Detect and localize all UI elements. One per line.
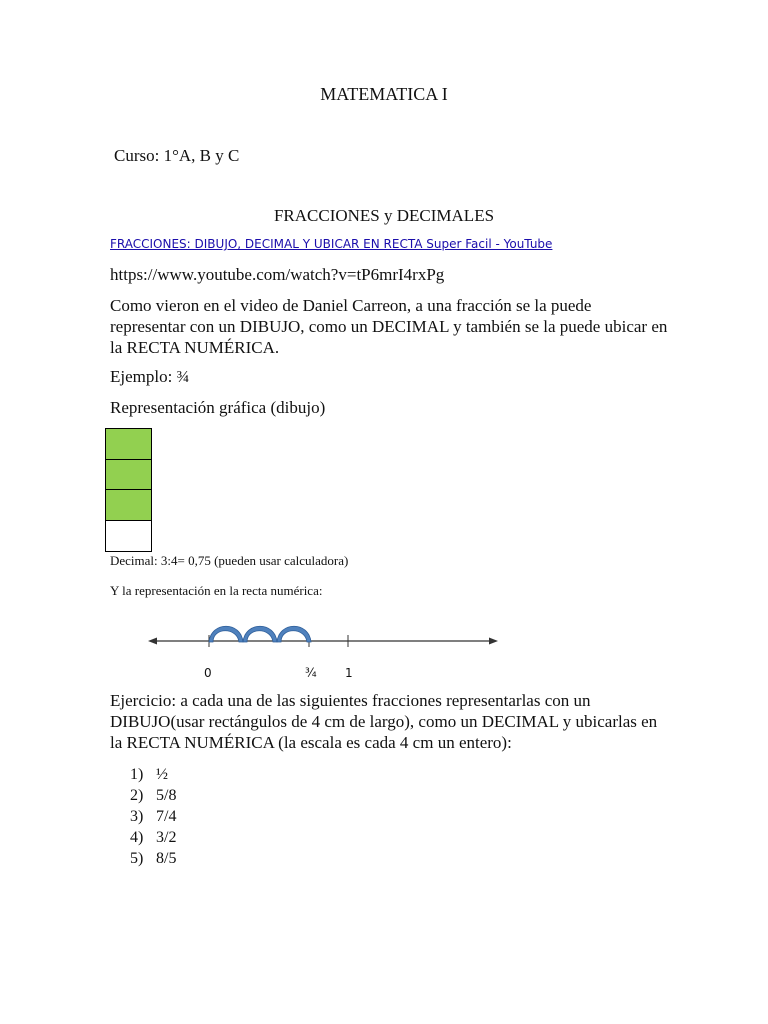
tick-label-zero: 0 (204, 666, 212, 680)
course-label: Curso: 1°A, B y C (114, 146, 240, 165)
section-title: FRACCIONES y DECIMALES (273, 206, 495, 225)
decimal-text: Decimal: 3:4= 0,75 (pueden usar calculadora) (110, 553, 349, 568)
fraction-cell-filled (106, 429, 151, 460)
list-item: 3) 7/4 (130, 808, 177, 825)
tick-label-one: 1 (345, 666, 353, 680)
list-item: 5) 8/5 (130, 850, 177, 867)
fraction-drawing (105, 428, 152, 552)
list-item: 4) 3/2 (130, 829, 177, 846)
right-arrow-icon (489, 638, 498, 645)
video-url: https://www.youtube.com/watch?v=tP6mrI4rxPg (110, 265, 445, 284)
jump-arcs (209, 626, 311, 642)
page-title: MATEMATICA I (320, 84, 448, 104)
exercise-paragraph: Ejercicio: a cada una de las siguientes fracciones representarlas con un DIBUJO(usar rectángulos de 4 cm de largo), como un DECIMAL y ubicarlas en la RECTA NUMÉRICA (la escala es cada 4 cm un entero): (110, 691, 658, 752)
intro-paragraph: Como vieron en el video de Daniel Carreon, a una fracción se la puede representar con un DIBUJO, como un DECIMAL y también se la puede ubicar en la RECTA NUMÉRICA. (110, 296, 668, 357)
example-label: Ejemplo: ¾ (110, 367, 190, 386)
jump-arc (243, 626, 277, 642)
list-item: 2) 5/8 (130, 787, 177, 804)
jump-arc (209, 626, 243, 642)
exercise-list (130, 764, 176, 869)
list-item: 1) ½ (130, 766, 168, 783)
number-line (148, 618, 500, 658)
left-arrow-icon (148, 638, 157, 645)
fraction-cell-filled (106, 460, 151, 491)
fraction-cell-empty (106, 521, 151, 552)
fraction-cell-filled (106, 490, 151, 521)
tick-label-three-quarters: ¾ (305, 666, 317, 680)
number-line-label: Y la representación en la recta numérica: (110, 583, 323, 598)
graphic-label: Representación gráfica (dibujo) (110, 398, 326, 417)
youtube-link[interactable]: FRACCIONES: DIBUJO, DECIMAL Y UBICAR EN RECTA Super Facil - YouTube (110, 237, 553, 251)
jump-arc (277, 626, 311, 642)
